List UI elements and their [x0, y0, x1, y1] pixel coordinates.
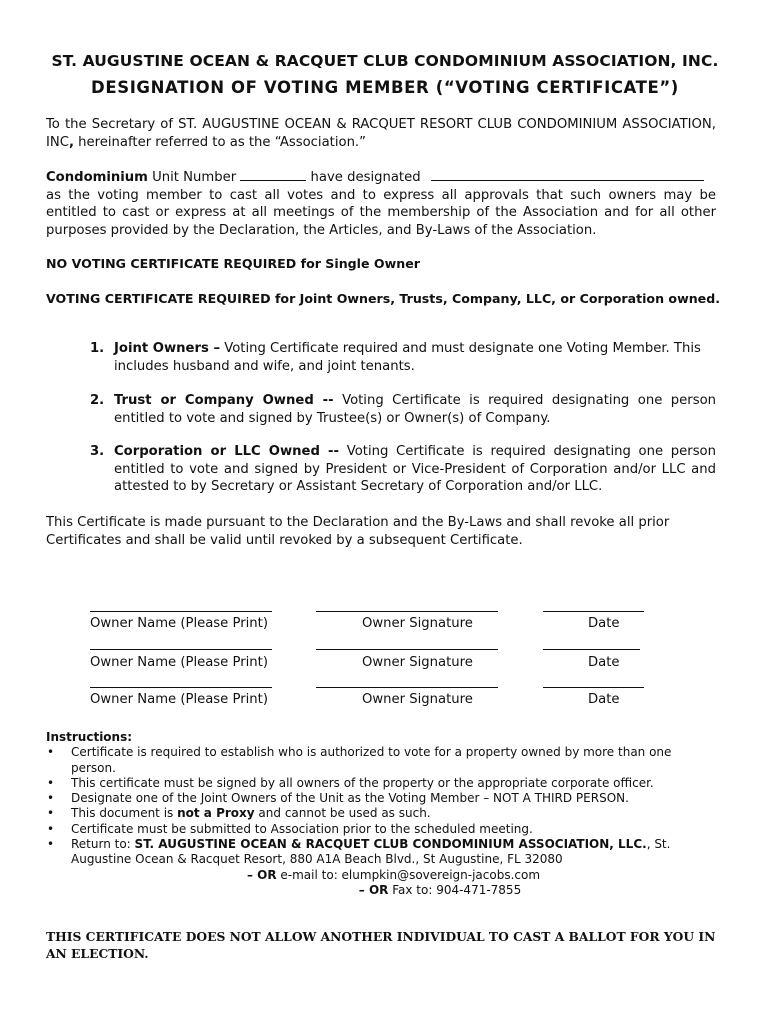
owner-name-field[interactable] [90, 649, 272, 650]
condominium-paragraph [46, 168, 716, 239]
intro-text-rest: hereinafter referred to as the “Association.” [73, 134, 366, 150]
list-item [90, 392, 716, 427]
fax-line [46, 883, 716, 898]
designated-label: have designated [306, 170, 425, 185]
instruction-text: and cannot be used as such. [254, 806, 431, 821]
condominium-body: as the voting member to cast all votes and to express all approvals that such owners may be entitled to cast or express at all meetings of the membership of the Association and for all other purposes provided by the Declaration, the Articles, and By-Laws of the Association. [46, 187, 716, 238]
bullet-icon: • [47, 791, 55, 806]
condominium-label: Condominium [46, 170, 148, 185]
list-item [46, 806, 716, 821]
bullet-icon: • [47, 775, 55, 790]
instruction-text: This certificate must be signed by all owners of the property or the appropriate corporate officer. [71, 775, 654, 790]
instructions-heading: Instructions: [46, 730, 133, 744]
list-number: 1. [90, 341, 105, 356]
document-title: DESIGNATION OF VOTING MEMBER (“VOTING CERTIFICATE”) [91, 78, 679, 97]
bullet-icon: • [47, 821, 55, 836]
voting-member-field[interactable] [431, 168, 704, 181]
fax-text: Fax to: 904-471-7855 [388, 882, 522, 897]
association-title: ST. AUGUSTINE OCEAN & RACQUET CLUB CONDOMINIUM ASSOCIATION, INC. [51, 52, 719, 70]
date-label: Date [588, 655, 620, 670]
date-field[interactable] [543, 611, 644, 612]
owner-signature-field[interactable] [316, 611, 498, 612]
list-item [90, 340, 716, 375]
list-item [46, 745, 716, 776]
list-item [46, 837, 716, 868]
email-line [46, 868, 716, 883]
email-text: e-mail to: elumpkin@sovereign-jacobs.com [276, 867, 541, 882]
return-address: , St. Augustine Ocean & Racquet Resort, 880 A1A Beach Blvd., St Augustine, FL 32080 [71, 837, 671, 867]
owner-signature-field[interactable] [316, 687, 498, 688]
instruction-text: Certificate must be submitted to Association prior to the scheduled meeting. [71, 821, 533, 836]
rule-text: Voting Certificate required and must designate one Voting Member. This includes husband and wife, and joint tenants. [114, 341, 701, 374]
footer-warning: THIS CERTIFICATE DOES NOT ALLOW ANOTHER INDIVIDUAL TO CAST A BALLOT FOR YOU IN AN ELECTION. [46, 929, 716, 961]
date-label: Date [588, 616, 620, 631]
or-label: – OR [246, 867, 277, 882]
date-label: Date [588, 692, 620, 707]
rule-title: Joint Owners – [114, 341, 221, 356]
list-item [46, 791, 716, 806]
bullet-icon: • [47, 837, 55, 852]
intro-text: To the Secretary of ST. AUGUSTINE OCEAN & RACQUET RESORT CLUB CONDOMINIUM ASSOCIATION, INC [46, 117, 716, 150]
bullet-icon: • [47, 806, 55, 821]
instructions-block [46, 730, 716, 898]
rule-text: Voting Certificate is required designating one person entitled to vote and signed by President or Vice-President of Corporation and/or LLC and attested to by Secretary or Assistant Secretary of Corporation and/or LLC. [114, 444, 716, 494]
intro-paragraph [46, 116, 716, 151]
unit-number-field[interactable] [240, 168, 306, 181]
or-label: – OR [358, 882, 389, 897]
rule-text: Voting Certificate is required designating one person entitled to vote and signed by Trustee(s) or Owner(s) of Company. [114, 393, 716, 426]
date-field[interactable] [543, 687, 644, 688]
intro-comma: , [68, 134, 74, 150]
no-certificate-note: NO VOTING CERTIFICATE REQUIRED for Single Owner [46, 256, 420, 271]
list-number: 2. [90, 393, 105, 408]
not-a-proxy-text: not a Proxy [177, 806, 255, 821]
owner-name-field[interactable] [90, 687, 272, 688]
owner-signature-label: Owner Signature [362, 655, 473, 670]
instruction-text: Return to: [71, 837, 135, 852]
return-to-association: ST. AUGUSTINE OCEAN & RACQUET CLUB CONDOMINIUM ASSOCIATION, LLC. [134, 837, 647, 852]
instructions-list [46, 745, 716, 867]
owner-name-field[interactable] [90, 611, 272, 612]
list-item [46, 776, 716, 791]
instruction-text: Designate one of the Joint Owners of the Unit as the Voting Member – NOT A THIRD PERSON. [71, 791, 629, 806]
instruction-text: This document is [71, 806, 178, 821]
rule-title: Trust or Company Owned -- [114, 393, 334, 408]
owner-signature-field[interactable] [316, 649, 498, 650]
list-number: 3. [90, 444, 105, 459]
list-item [90, 443, 716, 496]
owner-signature-label: Owner Signature [362, 692, 473, 707]
unit-number-label: Unit Number [147, 170, 241, 185]
list-item [46, 822, 716, 837]
bullet-icon: • [47, 745, 55, 760]
certificate-required-note: VOTING CERTIFICATE REQUIRED for Joint Owners, Trusts, Company, LLC, or Corporation owned. [46, 291, 721, 306]
date-field[interactable] [543, 649, 640, 650]
instruction-text: Certificate is required to establish who is authorized to vote for a property owned by more than one person. [71, 745, 672, 775]
condominium-first-line [46, 168, 716, 187]
owner-name-label: Owner Name (Please Print) [90, 616, 268, 631]
owner-name-label: Owner Name (Please Print) [90, 692, 268, 707]
owner-signature-label: Owner Signature [362, 616, 473, 631]
rule-title: Corporation or LLC Owned -- [114, 444, 339, 459]
owner-name-label: Owner Name (Please Print) [90, 655, 268, 670]
certificate-note: This Certificate is made pursuant to the Declaration and the By-Laws and shall revoke all prior Certificates and shall be valid until revoked by a subsequent Certificate. [46, 515, 670, 548]
